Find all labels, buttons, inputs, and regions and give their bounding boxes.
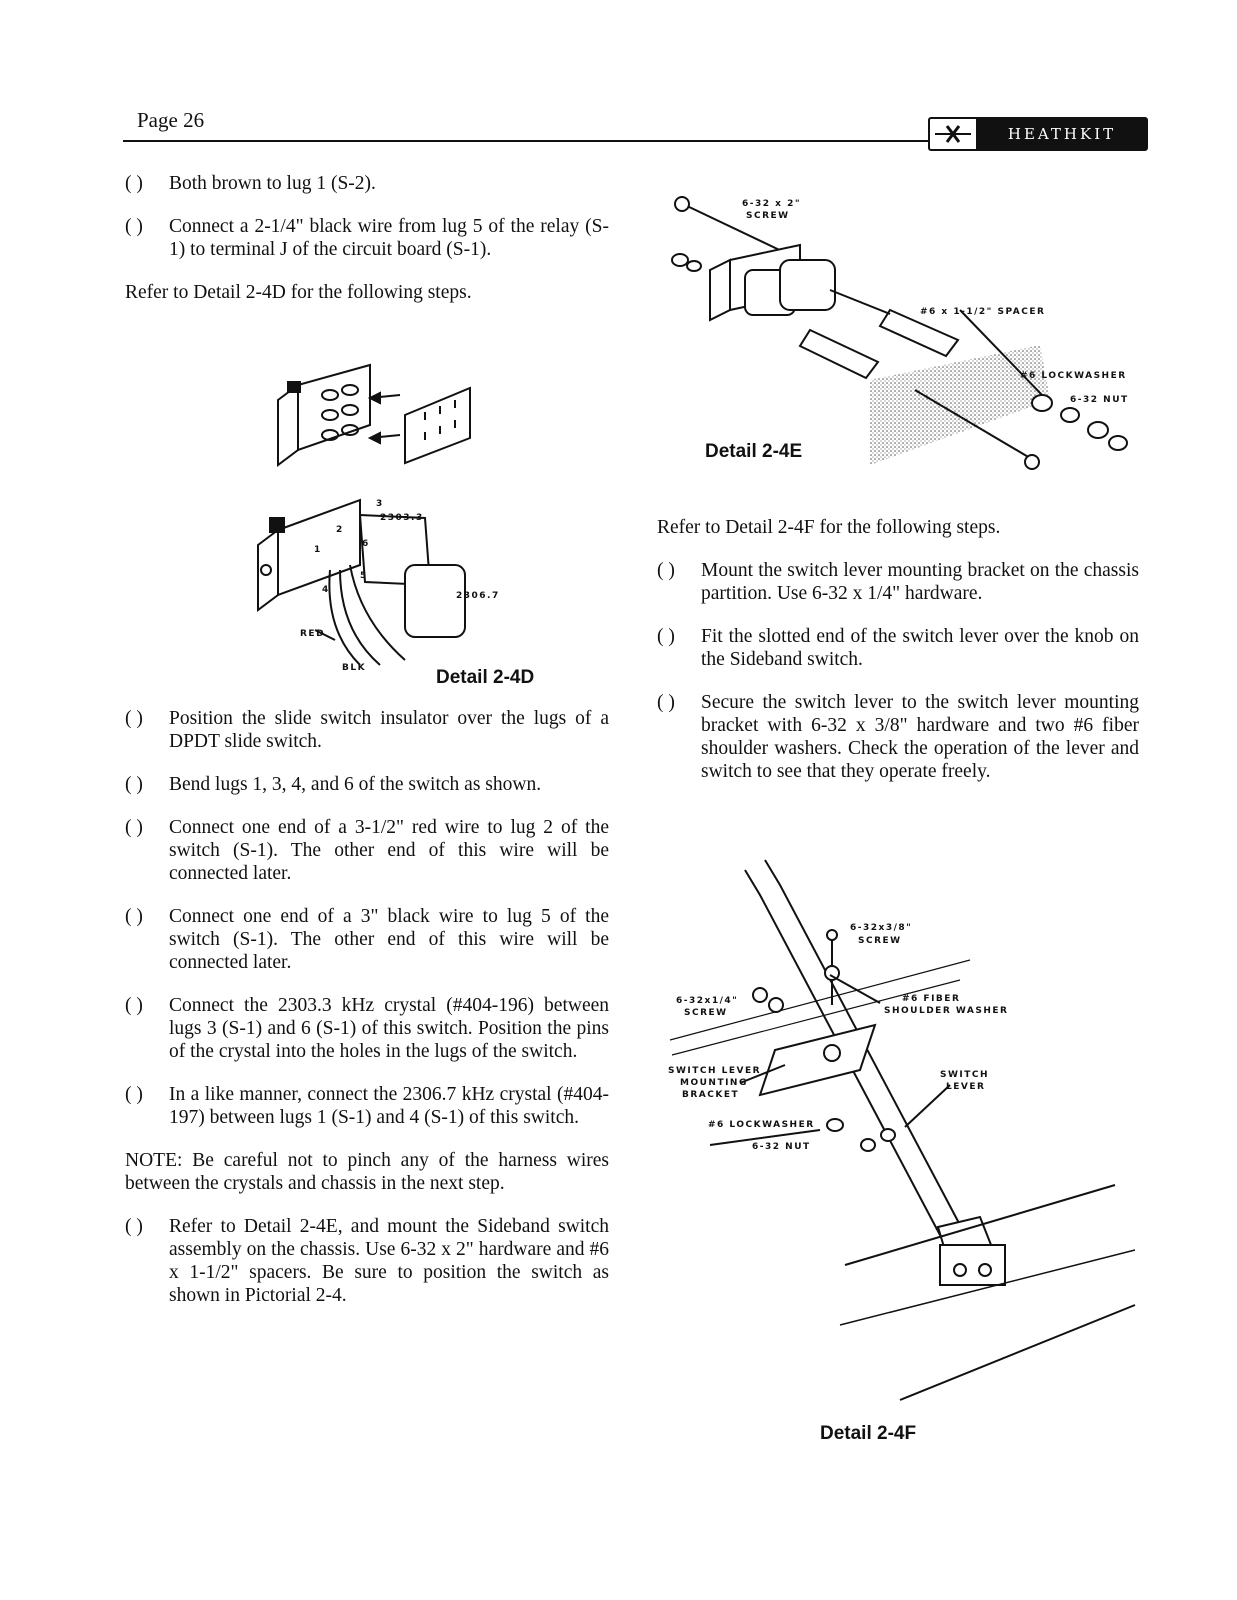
step-checkbox[interactable]: ( ) [125, 216, 143, 237]
step-item [657, 625, 1139, 671]
step-checkbox[interactable]: ( ) [657, 560, 675, 581]
right-column [657, 516, 1139, 803]
refer-instruction: Refer to Detail 2-4F for the following steps. [657, 517, 1001, 538]
lug-5-label: 5 [360, 571, 368, 581]
note: NOTE: Be careful not to pinch any of the harness wires between the crystals and chassis in the next step. [125, 1150, 609, 1194]
screw-14-label: 6-32x1/4" [676, 996, 739, 1006]
step-checkbox[interactable]: ( ) [125, 906, 143, 927]
step-text: In a like manner, connect the 2306.7 kHz crystal (#404-197) between lugs 1 (S-1) and 4 (S-1) of this switch. [169, 1084, 609, 1128]
page-number: Page 26 [137, 108, 205, 132]
step-item [125, 816, 609, 885]
step-text: Secure the switch lever to the switch lever mounting bracket with 6-32 x 3/8" hardware and two #6 fiber shoulder washers. Check the operation of the lever and switch to see that they operate freely. [701, 692, 1139, 782]
nut-label: 6-32 NUT [1070, 395, 1129, 405]
detail-2-4f-caption: Detail 2-4F [820, 1423, 917, 1444]
step-checkbox[interactable]: ( ) [657, 692, 675, 713]
step-item [125, 172, 609, 195]
step-text: Connect a 2-1/4" black wire from lug 5 of the relay (S-1) to terminal J of the circuit board (S-1). [169, 216, 609, 260]
crystal-2303-label: 2303.3 [380, 513, 424, 523]
bracket-label-3: BRACKET [682, 1090, 740, 1100]
step-text: Mount the switch lever mounting bracket on the chassis partition. Use 6-32 x 1/4" hardware. [701, 560, 1139, 604]
blk-wire-label: BLK [342, 663, 367, 673]
lug-1-label: 1 [314, 545, 322, 555]
fiber-washer-label: #6 FIBER [902, 994, 961, 1004]
step-checkbox[interactable]: ( ) [125, 708, 143, 729]
step-checkbox[interactable]: ( ) [125, 817, 143, 838]
step-text: Connect one end of a 3" black wire to lug 5 of the switch (S-1). The other end of this wire will be connected later. [169, 906, 609, 973]
bracket-label: SWITCH LEVER [668, 1066, 762, 1076]
step-item [125, 994, 609, 1063]
step-text: Fit the slotted end of the switch lever over the knob on the Sideband switch. [701, 626, 1139, 670]
lug-4-label: 4 [322, 585, 330, 595]
step-text: Refer to Detail 2-4E, and mount the Sideband switch assembly on the chassis. Use 6-32 x 2" hardware and #6 x 1-1/2" spacers. Be sure to position the switch as shown in Pictorial 2-4. [169, 1216, 609, 1306]
red-wire-label: RED [300, 629, 326, 639]
step-item [125, 905, 609, 974]
lockwasher-label: #6 LOCKWASHER [708, 1120, 815, 1130]
refer-instruction: Refer to Detail 2-4D for the following steps. [125, 282, 472, 303]
brand-logo [928, 117, 1148, 151]
step-text: Position the slide switch insulator over the lugs of a DPDT slide switch. [169, 708, 609, 752]
detail-2-4e-caption: Detail 2-4E [705, 441, 803, 462]
detail-2-4d-caption: Detail 2-4D [436, 667, 535, 688]
step-checkbox[interactable]: ( ) [125, 995, 143, 1016]
step-text: Connect one end of a 3-1/2" red wire to lug 2 of the switch (S-1). The other end of this wire will be connected later. [169, 817, 609, 884]
step-item [657, 559, 1139, 605]
step-checkbox[interactable]: ( ) [125, 1084, 143, 1105]
step-text: Bend lugs 1, 3, 4, and 6 of the switch as shown. [169, 774, 542, 795]
step-item [657, 691, 1139, 783]
brand-emblem-icon [930, 119, 978, 149]
step-item [125, 215, 609, 261]
nut-label: 6-32 NUT [752, 1142, 811, 1152]
screw-14-label-2: SCREW [684, 1008, 728, 1018]
step-checkbox[interactable]: ( ) [125, 173, 143, 194]
screw-label-2: SCREW [746, 211, 790, 221]
step-checkbox[interactable]: ( ) [125, 1216, 143, 1237]
lug-6-label: 6 [362, 539, 370, 549]
lockwasher-label: #6 LOCKWASHER [1020, 371, 1127, 381]
detail-2-4d-figure [240, 340, 600, 700]
lever-label-2: LEVER [946, 1082, 986, 1092]
step-item [125, 1083, 609, 1129]
step-item [125, 773, 609, 796]
screw-38-label-2: SCREW [858, 936, 902, 946]
brand-name: HEATHKIT [1007, 125, 1117, 143]
lug-2-label: 2 [336, 525, 344, 535]
fiber-washer-label-2: SHOULDER WASHER [884, 1006, 1009, 1016]
detail-2-4f-figure [650, 855, 1140, 1405]
step-text: Both brown to lug 1 (S-2). [169, 173, 376, 194]
lever-label: SWITCH [940, 1070, 990, 1080]
step-item [125, 707, 609, 753]
screw-38-label: 6-32x3/8" [850, 923, 913, 933]
step-checkbox[interactable]: ( ) [657, 626, 675, 647]
step-item [125, 1215, 609, 1307]
lug-3-label: 3 [376, 499, 384, 509]
crystal-2306-label: 2306.7 [456, 591, 500, 601]
step-checkbox[interactable]: ( ) [125, 774, 143, 795]
step-text: Connect the 2303.3 kHz crystal (#404-196) between lugs 3 (S-1) and 6 (S-1) of this switch. Position the pins of the crystal into the holes in the lugs of the switch. [169, 995, 609, 1062]
screw-label: 6-32 x 2" [742, 199, 802, 209]
spacer-label: #6 x 1-1/2" SPACER [920, 307, 1046, 317]
bracket-label-2: MOUNTING [680, 1078, 748, 1088]
